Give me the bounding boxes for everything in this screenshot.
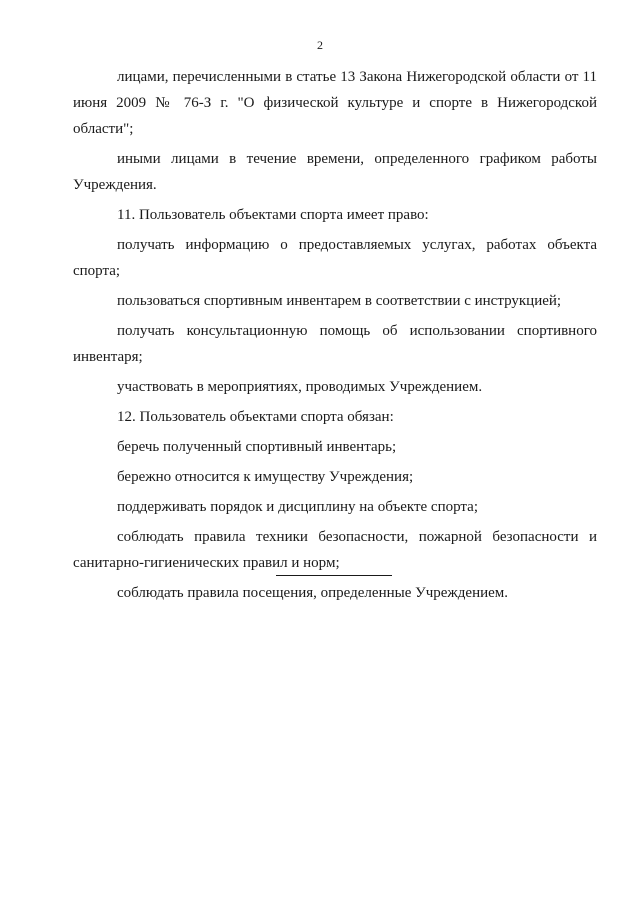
clause-12-heading: 12. Пользователь объектами спорта обязан: xyxy=(117,409,394,425)
right-receive-information: получать информацию о предоставляемых услугах, работах объекта спорта; xyxy=(73,237,597,279)
duty-maintain-order: поддерживать порядок и дисциплину на объекте спорта; xyxy=(117,499,478,515)
duty-follow-visit-rules: соблюдать правила посещения, определенные Учреждением. xyxy=(117,585,509,601)
end-separator-line xyxy=(276,575,392,576)
duty-care-for-property: бережно относится к имуществу Учреждения; xyxy=(117,469,414,485)
right-use-equipment: пользоваться спортивным инвентарем в соответствии с инструкцией; xyxy=(117,293,562,309)
duty-care-for-equipment: беречь полученный спортивный инвентарь; xyxy=(117,439,397,455)
duty-follow-safety-rules: соблюдать правила техники безопасности, пожарной безопасности и санитарно-гигиенических правил и норм; xyxy=(73,529,597,571)
document-body xyxy=(73,64,597,610)
right-receive-consultation: получать консультационную помощь об использовании спортивного инвентаря; xyxy=(73,323,597,365)
right-participate-events: участвовать в мероприятиях, проводимых Учреждением. xyxy=(117,379,483,395)
page-number: 2 xyxy=(317,38,323,52)
paragraph-persons-listed-in-law: лицами, перечисленными в статье 13 Закона Нижегородской области от 11 июня 2009 № 76-З г. "О физической культуре и спорте в Нижегородской области"; xyxy=(73,69,597,137)
clause-11-heading: 11. Пользователь объектами спорта имеет право: xyxy=(117,207,429,223)
paragraph-other-persons: иными лицами в течение времени, определенного графиком работы Учреждения. xyxy=(73,151,597,193)
